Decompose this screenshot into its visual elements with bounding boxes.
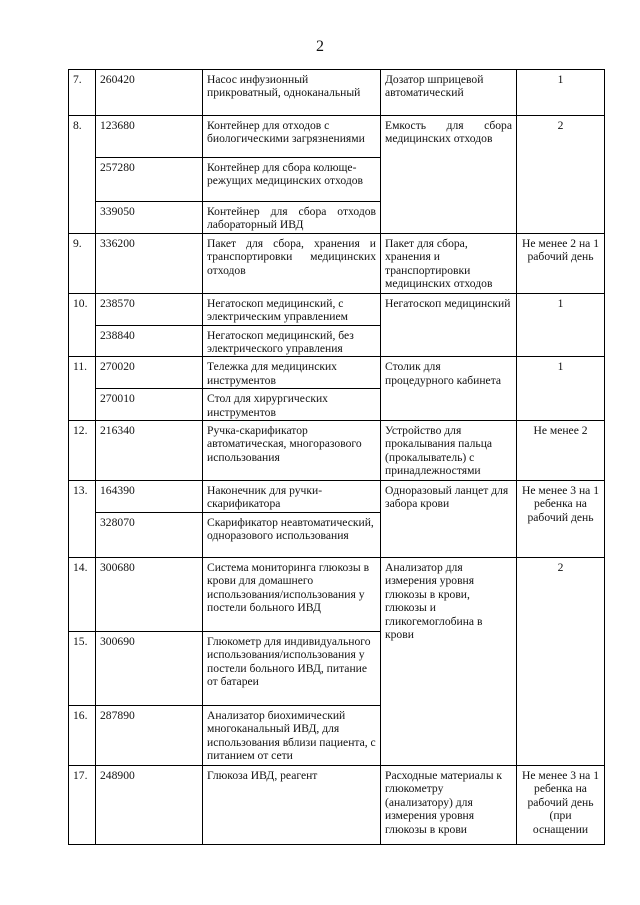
item-name: Скарификатор неавтоматический, одноразового использования bbox=[203, 512, 381, 557]
table-row bbox=[69, 116, 605, 158]
item-analog: Устройство для прокалывания пальца (прокалыватель) с принадлежностями bbox=[381, 421, 517, 481]
item-name: Система мониторинга глюкозы в крови для домашнего использования/использования у постели больного ИВД bbox=[203, 557, 381, 631]
item-code: 238840 bbox=[96, 325, 203, 357]
item-code: 328070 bbox=[96, 512, 203, 557]
row-number: 17. bbox=[69, 765, 96, 844]
item-code: 257280 bbox=[96, 158, 203, 202]
table-row bbox=[69, 233, 605, 293]
table-row bbox=[69, 70, 605, 116]
item-quantity: 1 bbox=[517, 357, 605, 421]
table-row bbox=[69, 357, 605, 389]
item-code: 336200 bbox=[96, 233, 203, 293]
item-code: 270010 bbox=[96, 389, 203, 421]
item-name: Глюкометр для индивидуального использования/использования у постели больного ИВД, питание от батареи bbox=[203, 631, 381, 705]
item-code: 123680 bbox=[96, 116, 203, 158]
row-number: 13. bbox=[69, 481, 96, 558]
item-code: 260420 bbox=[96, 70, 203, 116]
row-number: 9. bbox=[69, 233, 96, 293]
item-quantity: Не менее 2 bbox=[517, 421, 605, 481]
item-analog: Расходные материалы к глюкометру (анализатору) для измерения уровня глюкозы в крови bbox=[381, 765, 517, 844]
item-name: Негатоскоп медицинский, без электрического управления bbox=[203, 325, 381, 357]
item-quantity: 2 bbox=[517, 116, 605, 234]
table-row bbox=[69, 557, 605, 631]
row-number: 16. bbox=[69, 705, 96, 765]
table-row bbox=[69, 293, 605, 325]
item-quantity: Не менее 3 на 1 ребенка на рабочий день bbox=[517, 481, 605, 558]
item-quantity: Не менее 2 на 1 рабочий день bbox=[517, 233, 605, 293]
row-number: 10. bbox=[69, 293, 96, 357]
item-quantity: 1 bbox=[517, 70, 605, 116]
item-code: 300680 bbox=[96, 557, 203, 631]
item-quantity: Не менее 3 на 1 ребенка на рабочий день (при оснащении bbox=[517, 765, 605, 844]
item-code: 164390 bbox=[96, 481, 203, 513]
item-name: Негатоскоп медицинский, с электрическим управлением bbox=[203, 293, 381, 325]
item-name: Контейнер для отходов с биологическими загрязнениями bbox=[203, 116, 381, 158]
item-analog: Столик для процедурного кабинета bbox=[381, 357, 517, 421]
row-number: 11. bbox=[69, 357, 96, 421]
row-number: 15. bbox=[69, 631, 96, 705]
item-name: Контейнер для сбора отходов лабораторный ИВД bbox=[203, 202, 381, 234]
item-name: Насос инфузионный прикроватный, одноканальный bbox=[203, 70, 381, 116]
item-name: Глюкоза ИВД, реагент bbox=[203, 765, 381, 844]
item-quantity: 1 bbox=[517, 293, 605, 357]
table-row bbox=[69, 765, 605, 844]
item-quantity: 2 bbox=[517, 557, 605, 765]
item-name: Контейнер для сбора колюще-режущих медицинских отходов bbox=[203, 158, 381, 202]
item-code: 339050 bbox=[96, 202, 203, 234]
item-name: Тележка для медицинских инструментов bbox=[203, 357, 381, 389]
row-number: 7. bbox=[69, 70, 96, 116]
item-code: 238570 bbox=[96, 293, 203, 325]
item-code: 216340 bbox=[96, 421, 203, 481]
item-analog: Пакет для сбора, хранения и транспортировки медицинских отходов bbox=[381, 233, 517, 293]
item-analog: Дозатор шприцевой автоматический bbox=[381, 70, 517, 116]
row-number: 14. bbox=[69, 557, 96, 631]
table-row bbox=[69, 421, 605, 481]
item-name: Стол для хирургических инструментов bbox=[203, 389, 381, 421]
item-code: 300690 bbox=[96, 631, 203, 705]
page-number: 2 bbox=[316, 38, 324, 55]
item-name: Ручка-скарификатор автоматическая, многоразового использования bbox=[203, 421, 381, 481]
row-number: 8. bbox=[69, 116, 96, 234]
item-name: Наконечник для ручки-скарификатора bbox=[203, 481, 381, 513]
item-code: 287890 bbox=[96, 705, 203, 765]
item-analog: Одноразовый ланцет для забора крови bbox=[381, 481, 517, 558]
table-row bbox=[69, 481, 605, 513]
item-analog: Анализатор для измерения уровня глюкозы в крови, глюкозы и гликогемоглобина в крови bbox=[381, 557, 517, 765]
item-name: Анализатор биохимический многоканальный ИВД, для использования вблизи пациента, с питанием от сети bbox=[203, 705, 381, 765]
equipment-table bbox=[68, 69, 605, 845]
item-analog: Емкость для сбора медицинских отходов bbox=[381, 116, 517, 234]
item-code: 270020 bbox=[96, 357, 203, 389]
row-number: 12. bbox=[69, 421, 96, 481]
item-analog: Негатоскоп медицинский bbox=[381, 293, 517, 357]
item-code: 248900 bbox=[96, 765, 203, 844]
item-name: Пакет для сбора, хранения и транспортировки медицинских отходов bbox=[203, 233, 381, 293]
